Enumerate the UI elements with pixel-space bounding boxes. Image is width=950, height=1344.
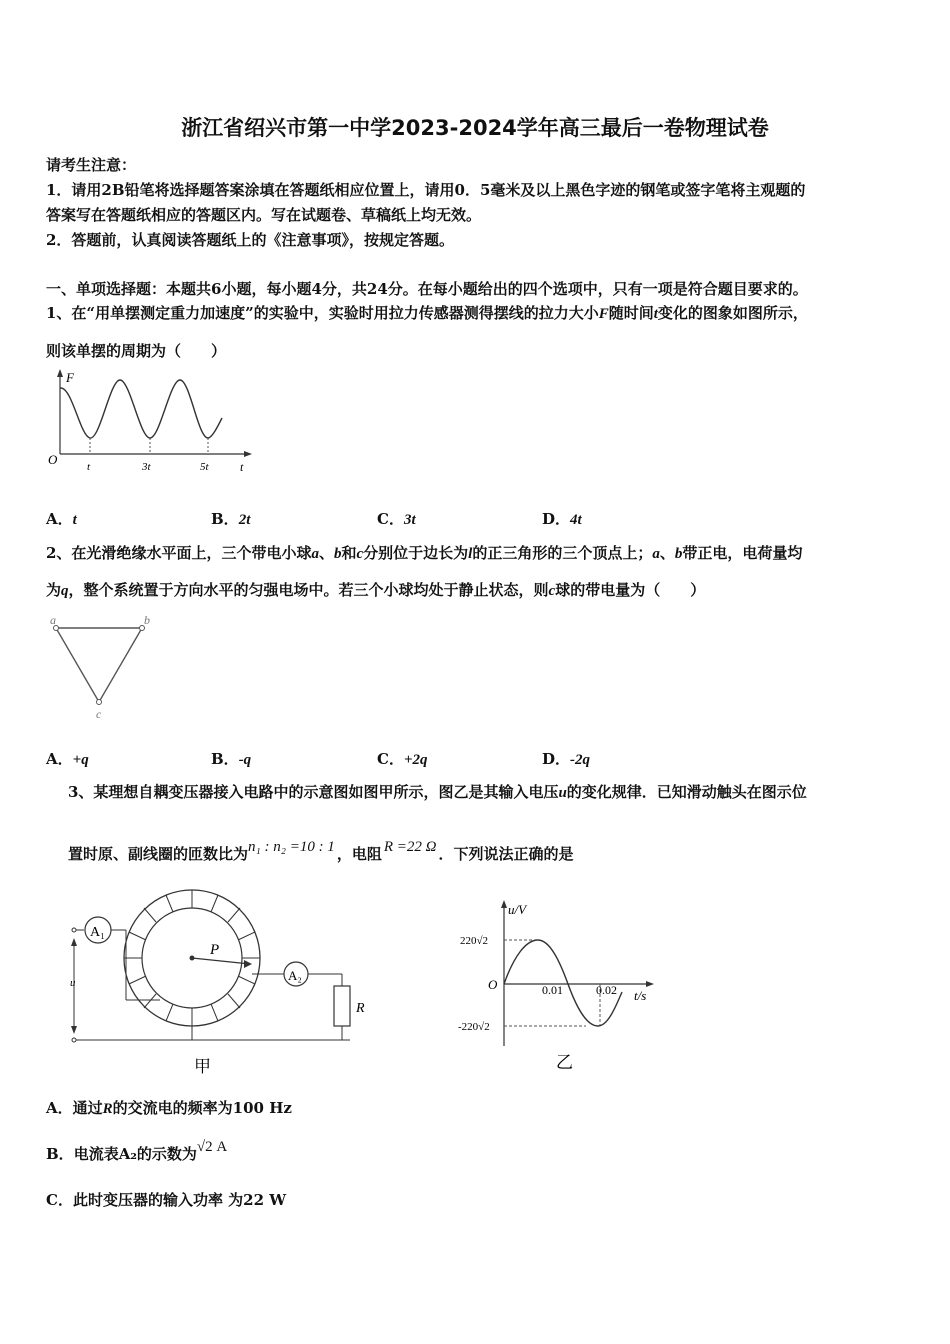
- q3-option-c: C．此时变压器的输入功率 为22 W: [46, 1191, 287, 1209]
- q3-fig-yi-caption: 乙: [556, 1053, 573, 1072]
- q3-ammeter-a1-label: A₁: [90, 925, 105, 940]
- q2-option-a: A．+q: [46, 750, 89, 768]
- q2-option-b: B．-q: [211, 750, 252, 768]
- notice-line-2: 答案写在答题纸相应的答题区内。写在试题卷、草稿纸上均无效。: [46, 206, 482, 224]
- q2-stem-line-2: 为q，整个系统置于方向水平的匀强电场中。若三个小球均处于静止状态，则c球的带电量为（ ）: [46, 581, 706, 599]
- q3-figure-jia: [60, 880, 365, 1080]
- q3-resistance: R =22 Ω: [383, 839, 437, 855]
- q1-force-time-graph: [40, 366, 260, 478]
- q1-stem-line-2: 则该单摆的周期为（ ）: [46, 342, 227, 360]
- q3-option-b: B．电流表A₂的示数为√2 A: [46, 1139, 228, 1163]
- q2-label-c: c: [96, 707, 102, 721]
- q3-input-voltage-label: u: [70, 977, 76, 989]
- q3-yi-tick-1: 0.01: [542, 983, 563, 997]
- q3-option-b-value: √2 A: [196, 1139, 228, 1155]
- q1-graph-curve: [60, 380, 222, 438]
- q3-ammeter-a2-label: A₂: [288, 968, 302, 983]
- q1-graph-tick-label-3: 5t: [200, 461, 209, 473]
- q3-yi-x-label: t/s: [634, 988, 647, 1003]
- q3-yi-peak-negative: -220√2: [458, 1021, 490, 1033]
- notice-heading: 请考生注意：: [46, 156, 137, 174]
- q3-figure-yi: [450, 896, 670, 1076]
- q3-input-terminal-bottom: [72, 1038, 76, 1042]
- q1-graph-x-label: t: [240, 460, 244, 474]
- q3-resistor: [334, 986, 350, 1026]
- q2-option-d: D．-2q: [542, 750, 591, 768]
- q2-triangle-diagram: [44, 612, 164, 724]
- q1-graph-y-label: F: [66, 370, 74, 385]
- q3-yi-origin: O: [488, 977, 498, 992]
- q3-stem-line-1: 3、某理想自耦变压器接入电路中的示意图如图甲所示，图乙是其输入电压u的变化规律．已知滑动触头在图示位: [68, 783, 807, 801]
- q3-yi-tick-2: 0.02: [596, 983, 617, 997]
- q3-stem-line-2: 置时原、副线圈的匝数比为n₁ : n₂ =10 : 1 ，电阻 R =22 Ω ．下列说法正确的是: [68, 839, 574, 863]
- q1-graph-tick-label-1: t: [87, 461, 91, 473]
- q1-option-d: D．4t: [542, 510, 582, 528]
- q2-charge-c: [97, 700, 102, 705]
- q3-option-a: A．通过R的交流电的频率为100 Hz: [46, 1099, 292, 1117]
- q2-stem-line-1: 2、在光滑绝缘水平面上，三个带电小球a、b和c分别位于边长为l的正三角形的三个顶点上；a、b带正电，电荷量均: [46, 544, 803, 562]
- q3-fig-jia-caption: 甲: [194, 1057, 211, 1076]
- q1-option-a: A．t: [46, 510, 77, 528]
- q1-option-c: C．3t: [377, 510, 416, 528]
- q3-slider-label: P: [210, 942, 220, 958]
- q2-label-a: a: [50, 613, 56, 627]
- q2-option-c: C．+2q: [377, 750, 428, 768]
- q3-slider-arm: [192, 958, 250, 964]
- q2-label-b: b: [144, 613, 150, 627]
- q1-graph-tick-label-2: 3t: [142, 461, 151, 473]
- q1-graph-origin: O: [48, 452, 58, 467]
- q1-option-b: B．2t: [211, 510, 251, 528]
- q3-yi-peak-positive: 220√2: [460, 935, 489, 947]
- notice-line-3: 2．答题前，认真阅读答题纸上的《注意事项》，按规定答题。: [46, 231, 454, 249]
- q3-input-terminal-top: [72, 928, 76, 932]
- page-title: 浙江省绍兴市第一中学2023-2024学年高三最后一卷物理试卷: [181, 116, 769, 140]
- notice-line-1: 1．请用2B铅笔将选择题答案涂填在答题纸相应位置上，请用0．5毫米及以上黑色字迹的钢笔或签字笔将主观题的: [46, 181, 806, 199]
- q3-yi-y-label: u/V: [508, 902, 527, 917]
- q1-stem-line-1: 1、在“用单摆测定重力加速度”的实验中，实验时用拉力传感器测得摆线的拉力大小F随时间t变化的图象如图所示，: [46, 304, 808, 322]
- q3-turns-ratio: n₁ : n₂ =10 : 1: [248, 839, 335, 855]
- section-heading: 一、单项选择题：本题共6小题，每小题4分，共24分。在每小题给出的四个选项中，只有一项是符合题目要求的。: [46, 280, 808, 298]
- q3-resistor-label: R: [356, 1001, 365, 1016]
